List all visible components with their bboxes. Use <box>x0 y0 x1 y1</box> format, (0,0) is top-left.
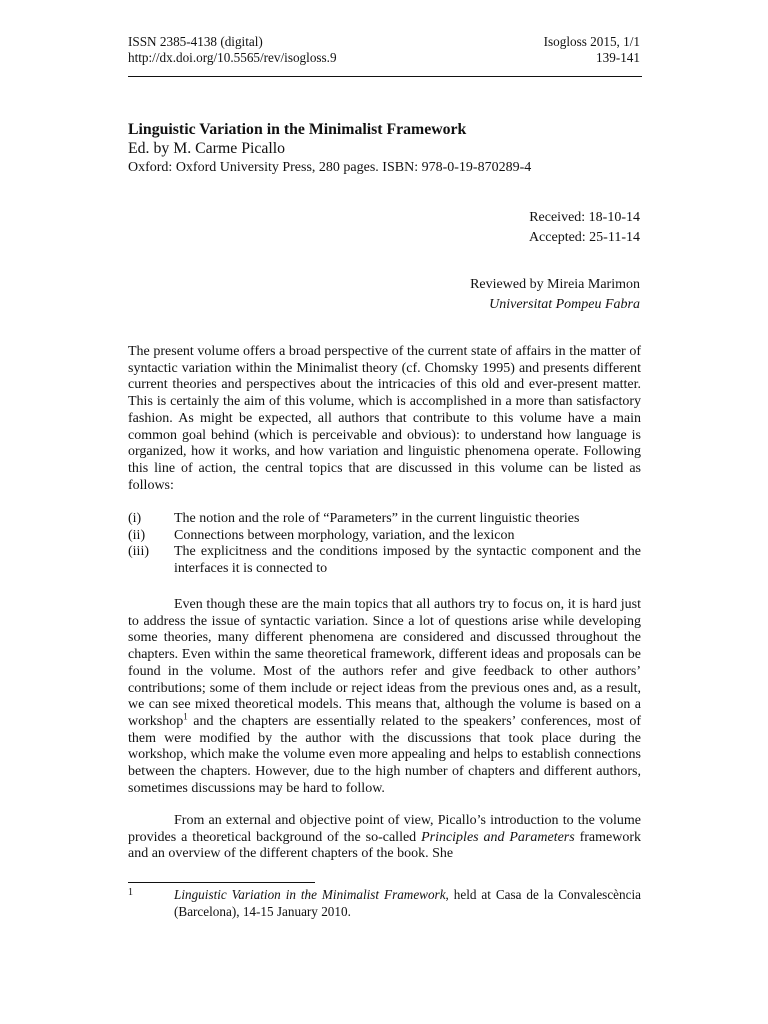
doi-link[interactable]: http://dx.doi.org/10.5565/rev/isogloss.9 <box>128 50 337 65</box>
footnote-marker[interactable]: 1 <box>183 711 188 722</box>
review-dates <box>529 208 640 247</box>
book-title: Linguistic Variation in the Minimalist Framework <box>128 121 467 138</box>
paragraph-2-text-a: Even though these are the main topics that all authors try to focus on, it is hard just to address the issue of syntactic variation. Since a lot of questions arise while developing some theories, many different phenomena are considered and discussed throughout the chapters. Even within the same theoretical framework, different ideas and proposals can be found in the volume. Most of the authors refer and give feedback to other authors’ contributions; some of them include or reject ideas from the previous ones and, as a result, we can see mixed theoretical models. This means that, although the volume is based on a workshop <box>128 597 641 729</box>
paragraph-3 <box>128 813 641 863</box>
issn: ISSN 2385-4138 (digital) <box>128 34 263 49</box>
journal-issue: Isogloss 2015, 1/1 <box>543 34 640 49</box>
paragraph-2 <box>128 597 641 797</box>
paragraph-3-text-a: From an external and objective point of view, Picallo’s introduction to the volume provides a theoretical background of the so-called <box>128 813 641 845</box>
footnote-title: Linguistic Variation in the Minimalist Framework <box>174 887 446 902</box>
paragraph-2-text-b: and the chapters are essentially related to the speakers’ conferences, most of them were modified by the author with the discussions that took place during the workshop, which make the volume even more appealing and helps to establish connections between the chapters. However, due to the high number of chapters and different authors, sometimes discussions may be hard to follow. <box>128 713 641 796</box>
header-rule <box>128 76 642 77</box>
list-item <box>128 544 641 577</box>
received-date: Received: 18-10-14 <box>529 210 640 225</box>
topic-list <box>128 511 641 578</box>
footnote-rest: , held at Casa de la Convalescència (Barcelona), 14-15 January 2010. <box>174 887 641 919</box>
reviewer-affiliation: Universitat Pompeu Fabra <box>489 296 640 312</box>
reviewer-block <box>470 275 640 314</box>
list-item-text: The notion and the role of “Parameters” in the current linguistic theories <box>174 511 580 526</box>
list-item-text: The explicitness and the conditions imposed by the syntactic component and the interfaces it is connected to <box>174 544 641 577</box>
list-item-number: (iii) <box>128 544 149 560</box>
publication-info: Oxford: Oxford University Press, 280 pages. ISBN: 978-0-19-870289-4 <box>128 160 532 175</box>
paragraph-1: The present volume offers a broad perspective of the current state of affairs in the matter of syntactic variation within the Minimalist theory (cf. Chomsky 1995) and presents different current theories and perspectives about the intricacies of this old and ever-present matter. This is certainly the aim of this volume, which is accomplished in a more than satisfactory fashion. As might be expected, all authors that contribute to this volume have a main common goal behind (which is perceivable and obvious): to understand how language is organized, how it works, and how variation and linguistic phenomena operate. Following this line of action, the central topics that are discussed in this volume can be listed as follows: <box>128 344 641 493</box>
page-range: 139-141 <box>596 50 640 65</box>
accepted-date: Accepted: 25-11-14 <box>528 229 640 245</box>
footnote <box>128 887 641 920</box>
footnote-rule <box>128 882 315 883</box>
list-item-text: Connections between morphology, variation, and the lexicon <box>174 527 515 543</box>
list-item-number: (ii) <box>128 527 146 543</box>
paragraph-3-emphasis: Principles and Parameters <box>421 829 575 845</box>
footnote-text <box>174 887 641 920</box>
list-item <box>128 528 641 545</box>
list-item-number: (i) <box>128 511 142 526</box>
book-editor: Ed. by M. Carme Picallo <box>128 140 286 157</box>
footnote-number: 1 <box>128 887 133 898</box>
reviewer-name: Reviewed by Mireia Marimon <box>470 277 640 292</box>
list-item <box>128 511 641 528</box>
running-header <box>128 34 640 66</box>
paragraph-3-text-b: framework and an overview of the different chapters of the book. She <box>128 829 641 862</box>
